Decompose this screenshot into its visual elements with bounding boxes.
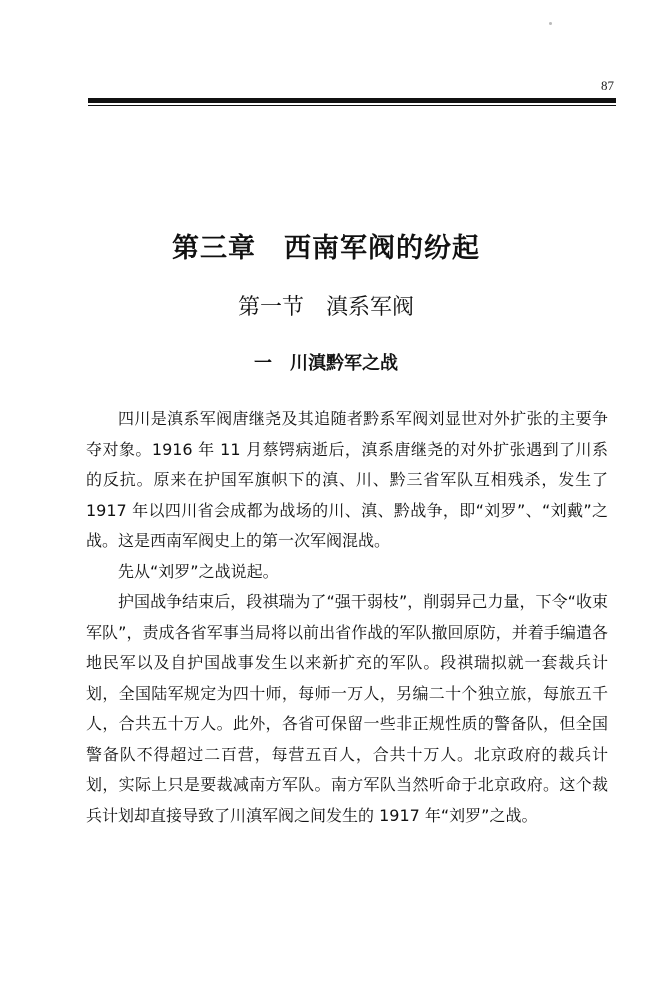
header-rule-thick bbox=[88, 98, 616, 103]
paragraph-1: 四川是滇系军阀唐继尧及其追随者黔系军阀刘显世对外扩张的主要争夺对象。1916 年 11 月蔡锷病逝后，滇系唐继尧的对外扩张遇到了川系的反抗。原来在护国军旗帜下的滇、川、黔三省军队互相残杀，发生了 1917 年以四川省会成都为战场的川、滇、黔战争，即“刘罗”、“刘戴”之战。这是西南军阀史上的第一次军阀混战。 bbox=[86, 409, 608, 550]
subsection-title: 一 川滇黔军之战 bbox=[254, 353, 398, 374]
body-text bbox=[86, 404, 608, 831]
scan-speck bbox=[549, 22, 552, 25]
chapter-title: 第三章 西南军阀的纷起 bbox=[172, 233, 480, 264]
paragraph-2: 先从“刘罗”之战说起。 bbox=[118, 561, 279, 581]
header-rule-thin bbox=[88, 105, 616, 106]
section-title: 第一节 滇系军阀 bbox=[237, 295, 414, 320]
page-number: 87 bbox=[601, 78, 614, 93]
paragraph-3: 护国战争结束后，段祺瑞为了“强干弱枝”，削弱异己力量，下令“收束军队”，责成各省军事当局将以前出省作战的军队撤回原防，并着手编遣各地民军以及自护国战事发生以来新扩充的军队。段祺瑞拟就一套裁兵计划，全国陆军规定为四十师，每师一万人，另编二十个独立旅，每旅五千人，合共五十万人。此外，各省可保留一些非正规性质的警备队，但全国警备队不得超过二百营，每营五百人，合共十万人。北京政府的裁兵计划，实际上只是要裁减南方军队。南方军队当然听命于北京政府。这个裁兵计划却直接导致了川滇军阀之间发生的 1917 年“刘罗”之战。 bbox=[86, 592, 608, 825]
